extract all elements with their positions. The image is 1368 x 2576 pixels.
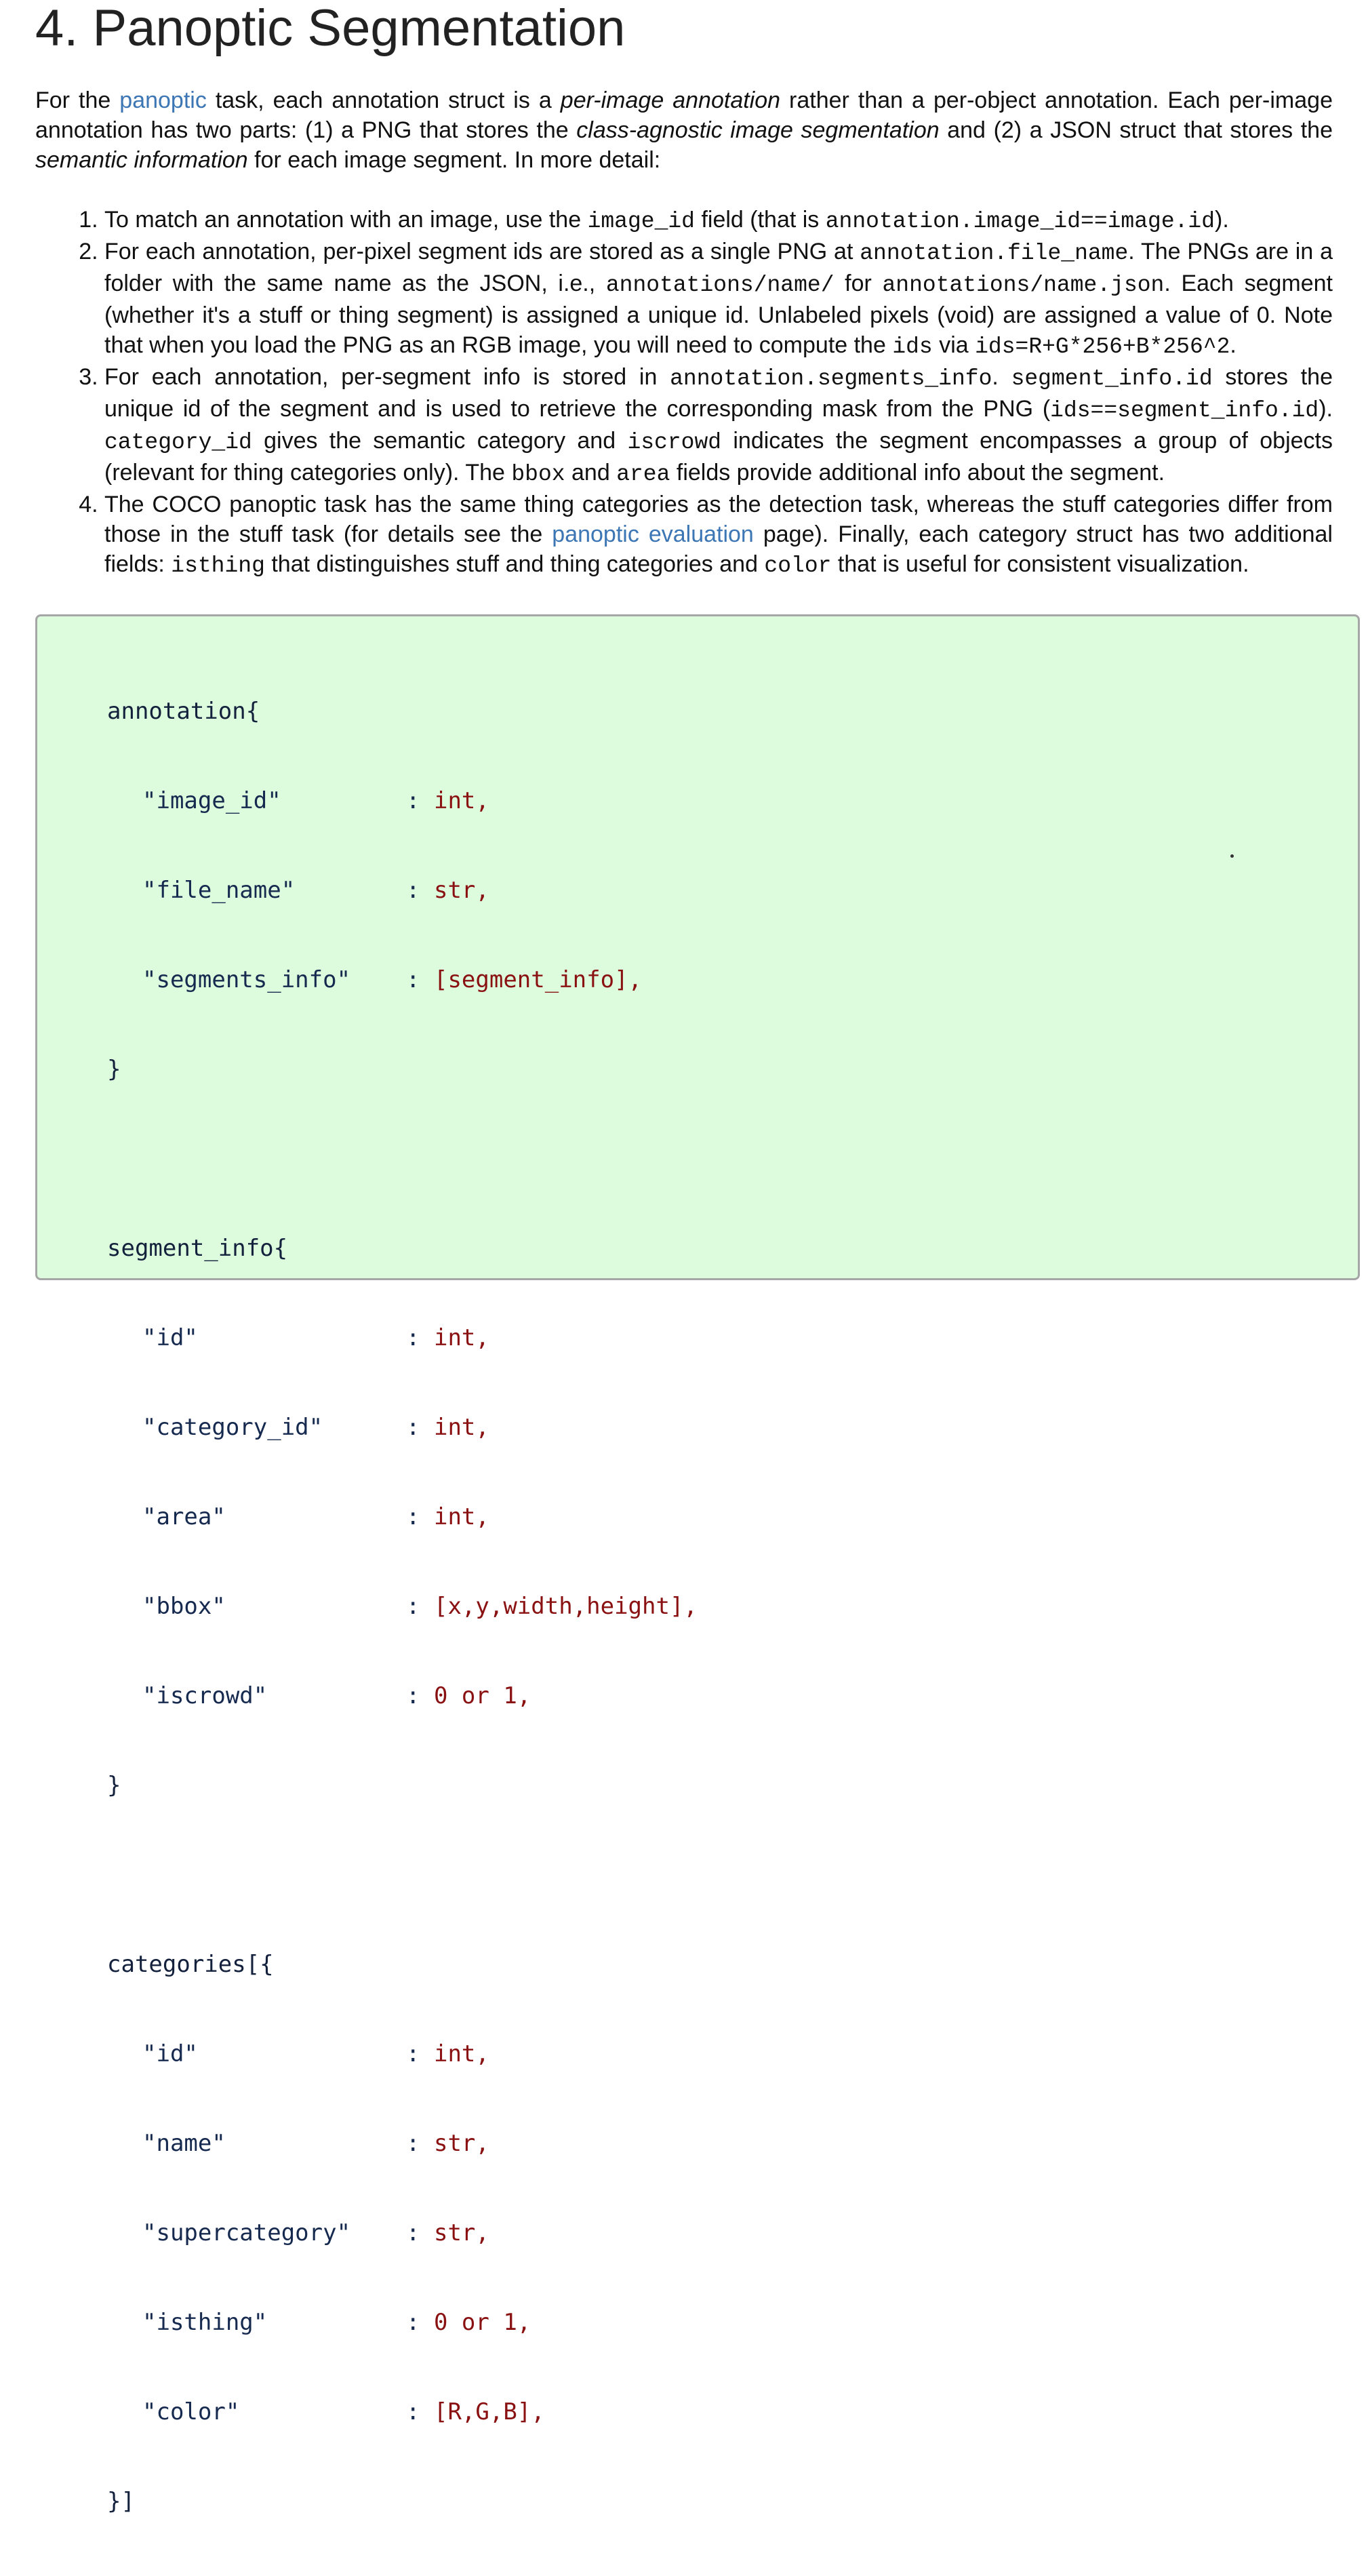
inline-code: isthing — [171, 553, 265, 578]
blank-line — [107, 1860, 698, 1890]
field-colon: : — [406, 2040, 420, 2067]
inline-code: bbox — [511, 462, 565, 487]
field-key: "color" — [142, 2398, 240, 2425]
field-key: "file_name" — [142, 877, 296, 904]
struct-close: } — [107, 1772, 121, 1799]
inline-code: ids=R+G*256+B*256^2 — [975, 334, 1230, 359]
field-colon: : — [406, 2309, 420, 2336]
field-key: "category_id" — [142, 1414, 323, 1441]
field-key: "isthing" — [142, 2309, 268, 2336]
code-field — [107, 1502, 698, 1532]
field-colon: : — [406, 1324, 420, 1351]
step-text: The COCO panoptic task has the same thing categories as the detection task, whereas the stuff categories differ from those in the stuff task (for details see the — [104, 492, 1333, 547]
field-key: "supercategory" — [142, 2219, 351, 2246]
field-colon: : — [406, 1682, 420, 1709]
field-type: 0 or 1, — [433, 1682, 531, 1709]
code-field — [107, 1591, 698, 1621]
code-block — [35, 614, 1360, 2515]
code-field — [107, 786, 698, 816]
step-text: page). Finally, each category struct has two additional fields: — [104, 521, 1333, 577]
inline-code: annotation.image_id==image.id — [825, 209, 1215, 234]
code-field — [107, 1323, 698, 1353]
field-type: int, — [433, 787, 489, 814]
step-text: . Each segment (whether it's a stuff or thing segment) is assigned a unique id. Unlabeled pixels (void) are assigned a value of 0. Note that when you load the PNG as an RGB image, you will need to compute the — [104, 271, 1333, 358]
code-field — [107, 2307, 698, 2337]
step-text: indicates the segment encompasses a group of objects (relevant for thing categories only). The — [104, 428, 1333, 486]
field-key: "image_id" — [142, 787, 281, 814]
panoptic-evaluation-link[interactable]: panoptic evaluation — [552, 521, 754, 547]
step-text: For each annotation, per-pixel segment ids are stored as a single PNG at — [104, 239, 860, 264]
field-type: str, — [433, 877, 489, 904]
field-key: "id" — [142, 1324, 198, 1351]
inline-code: iscrowd — [627, 430, 722, 455]
field-type: [x,y,width,height], — [433, 1593, 698, 1620]
struct-close: }] — [107, 2488, 135, 2515]
step-text: . — [1230, 332, 1236, 358]
step-text: that distinguishes stuff and thing categories and — [264, 551, 765, 577]
stray-dot — [1230, 854, 1234, 858]
struct-open-segment-info: segment_info{ — [107, 1235, 288, 1262]
step-text: that is useful for consistent visualization. — [831, 551, 1249, 577]
field-colon: : — [406, 1593, 420, 1620]
field-type: int, — [433, 1414, 489, 1441]
step-text: stores the unique id of the segment and is used to retrieve the corresponding mask from the PNG ( — [104, 364, 1333, 422]
field-colon: : — [406, 787, 420, 814]
list-item — [104, 362, 1333, 490]
step-text: for — [834, 271, 883, 296]
inline-code: category_id — [104, 430, 252, 455]
inline-code: annotations/name/ — [605, 273, 834, 298]
inline-code: annotation.segments_info — [670, 366, 992, 391]
field-colon: : — [406, 2398, 420, 2425]
inline-code: annotation.file_name — [860, 241, 1129, 266]
field-type: 0 or 1, — [433, 2309, 531, 2336]
inline-code: segment_info.id — [1011, 366, 1213, 391]
code-field — [107, 965, 698, 995]
code-field — [107, 2218, 698, 2248]
field-type: int, — [433, 1503, 489, 1530]
list-item — [104, 205, 1333, 237]
inline-code: area — [616, 462, 670, 487]
field-colon: : — [406, 2219, 420, 2246]
field-key: "bbox" — [142, 1593, 226, 1620]
intro-emphasis-1: per-image annotation — [560, 87, 781, 113]
intro-text-2: task, each annotation struct is a — [206, 87, 561, 113]
code-field — [107, 1681, 698, 1711]
intro-emphasis-2: class-agnostic image segmentation — [576, 117, 940, 143]
step-text: ). — [1215, 207, 1229, 233]
struct-open-categories: categories[{ — [107, 1951, 274, 1978]
field-key: "iscrowd" — [142, 1682, 268, 1709]
inline-code: ids==segment_info.id — [1050, 398, 1319, 423]
code-field — [107, 875, 698, 905]
field-type: [segment_info], — [433, 966, 643, 993]
step-text: For each annotation, per-segment info is stored in — [104, 364, 670, 390]
inline-code: color — [764, 553, 832, 578]
step-text: fields provide additional info about the segment. — [670, 460, 1165, 486]
detail-list — [35, 205, 1333, 581]
list-item — [104, 237, 1333, 362]
field-type: [R,G,B], — [433, 2398, 545, 2425]
inline-code: ids — [892, 334, 933, 359]
intro-paragraph — [35, 85, 1333, 175]
field-colon: : — [406, 877, 420, 904]
code-field — [107, 2128, 698, 2158]
field-type: str, — [433, 2130, 489, 2157]
intro-text-1: For the — [35, 87, 120, 113]
field-key: "area" — [142, 1503, 226, 1530]
inline-code: annotations/name.json — [882, 273, 1165, 298]
code-field — [107, 1412, 698, 1442]
field-colon: : — [406, 1503, 420, 1530]
inline-code: image_id — [587, 209, 695, 234]
field-colon: : — [406, 966, 420, 993]
struct-open-annotation: annotation{ — [107, 698, 260, 725]
intro-text-5: for each image segment. In more detail: — [247, 147, 661, 173]
blank-line — [107, 1144, 698, 1174]
step-text: . — [992, 364, 1011, 390]
field-key: "segments_info" — [142, 966, 351, 993]
intro-text-4: and (2) a JSON struct that stores the — [939, 117, 1333, 143]
step-text: ). — [1319, 396, 1333, 422]
code-content — [107, 637, 698, 2576]
struct-close: } — [107, 1056, 121, 1083]
field-colon: : — [406, 1414, 420, 1441]
page — [0, 0, 1368, 581]
list-item — [104, 490, 1333, 581]
panoptic-link[interactable]: panoptic — [119, 87, 207, 113]
intro-text-3: rather than a per-object annotation. Each per-image annotation has two parts: (1) a PNG that stores the — [35, 87, 1333, 143]
field-type: str, — [433, 2219, 489, 2246]
intro-emphasis-3: semantic information — [35, 147, 248, 173]
page-title: 4. Panoptic Segmentation — [35, 0, 626, 57]
field-colon: : — [406, 2130, 420, 2157]
step-text: To match an annotation with an image, use the — [104, 207, 588, 233]
step-text: field (that is — [695, 207, 826, 233]
field-key: "name" — [142, 2130, 226, 2157]
step-text: . The PNGs are in a folder with the same name as the JSON, i.e., — [104, 239, 1333, 296]
field-type: int, — [433, 1324, 489, 1351]
step-text: via — [932, 332, 975, 358]
step-text: gives the semantic category and — [252, 428, 628, 454]
field-type: int, — [433, 2040, 489, 2067]
step-text: and — [565, 460, 617, 486]
code-field — [107, 2039, 698, 2069]
field-key: "id" — [142, 2040, 198, 2067]
code-field — [107, 2397, 698, 2427]
